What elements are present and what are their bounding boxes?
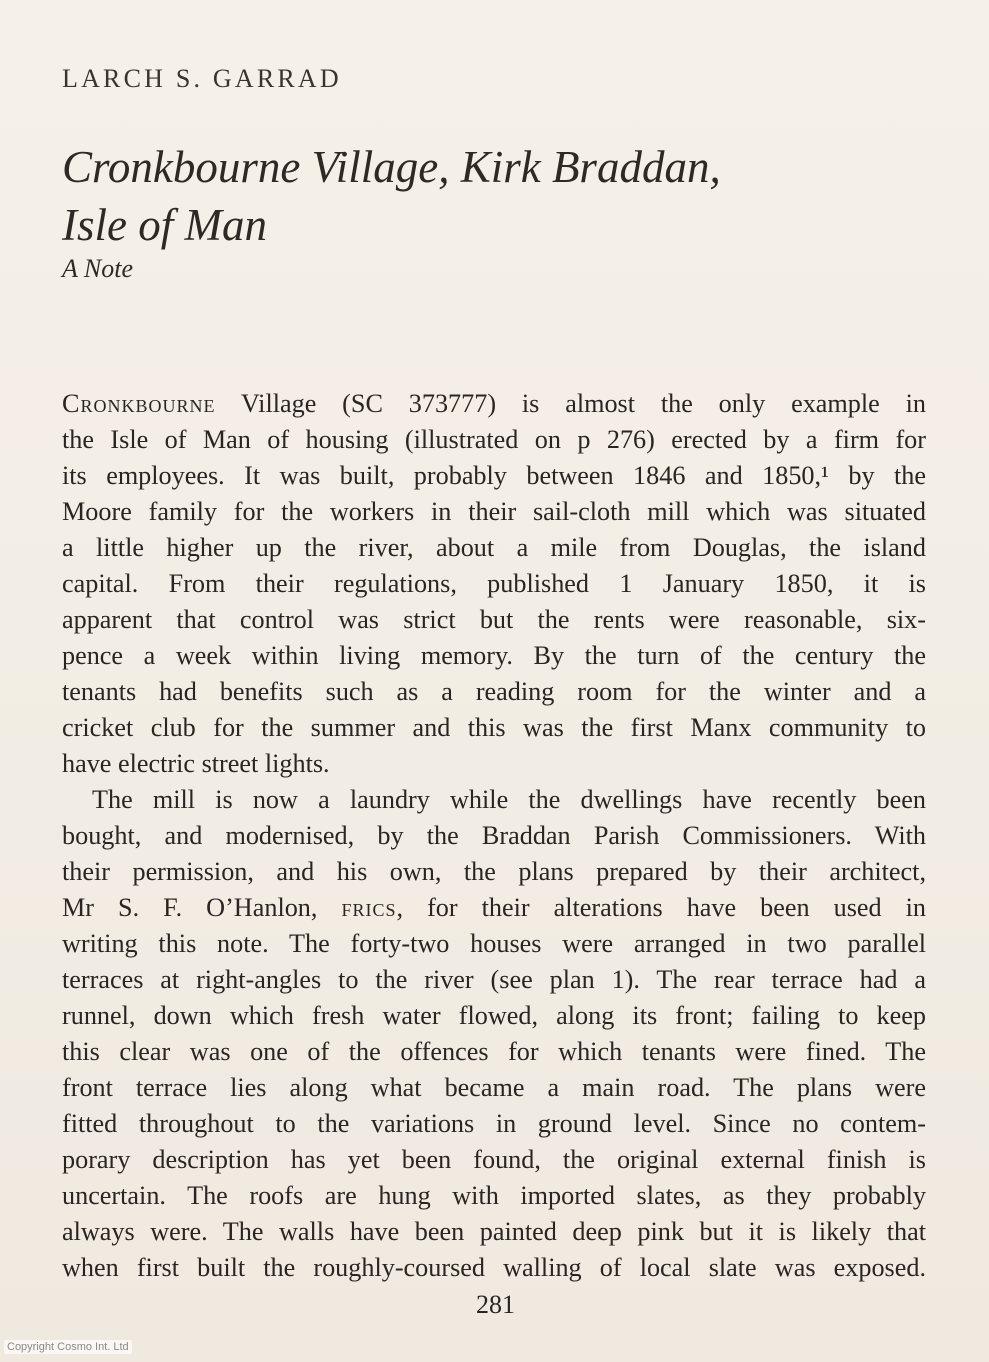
body-line: cricket club for the summer and this was the first Manx community to [62,713,926,742]
page-number: 281 [476,1290,515,1319]
body-line: the Isle of Man of housing (illustrated on p 276) erected by a firm for [62,425,926,454]
body-line: capital. From their regulations, published 1 January 1850, it is [62,569,926,598]
body-line: writing this note. The forty-two houses were arranged in two parallel [62,929,926,958]
title-line-2: Isle of Man [62,200,267,250]
body-line: front terrace lies along what became a main road. The plans were [62,1073,926,1102]
body-line: tenants had benefits such as a reading room for the winter and a [62,677,926,706]
body-line: its employees. It was built, probably between 1846 and 1850,¹ by the [62,461,926,490]
body-line: terraces at right-angles to the river (see plan 1). The rear terrace had a [62,965,926,994]
article-body [62,386,926,1286]
body-line: Mr S. F. O’Hanlon, frics, for their alterations have been used in [62,893,926,922]
body-line: The mill is now a laundry while the dwellings have recently been [92,785,926,814]
body-line: apparent that control was strict but the rents were reasonable, six- [62,605,926,634]
article-subtitle: A Note [62,254,134,283]
body-line: bought, and modernised, by the Braddan Parish Commissioners. With [62,821,926,850]
lead-word-small-caps: Cronkbourne [62,389,216,418]
article-title [62,138,922,254]
body-line: Cronkbourne Village (SC 373777) is almost the only example in [62,389,926,418]
body-line: their permission, and his own, the plans prepared by their architect, [62,857,926,886]
body-line: always were. The walls have been painted deep pink but it is likely that [62,1217,926,1246]
body-line: uncertain. The roofs are hung with imported slates, as they probably [62,1181,926,1210]
author-name: LARCH S. GARRAD [62,64,342,93]
title-line-1: Cronkbourne Village, Kirk Braddan, [62,142,721,192]
body-line: pence a week within living memory. By the turn of the century the [62,641,926,670]
body-line: Moore family for the workers in their sail-cloth mill which was situated [62,497,926,526]
body-line: a little higher up the river, about a mile from Douglas, the island [62,533,926,562]
body-line: runnel, down which fresh water flowed, along its front; failing to keep [62,1001,926,1030]
abbreviation-small-caps: frics [341,893,397,922]
body-line: fitted throughout to the variations in ground level. Since no contem- [62,1109,926,1138]
body-line: have electric street lights. [62,749,330,778]
body-line: this clear was one of the offences for which tenants were fined. The [62,1037,926,1066]
body-line: porary description has yet been found, the original external finish is [62,1145,926,1174]
copyright-watermark: Copyright Cosmo Int. Ltd [4,1340,132,1354]
body-line: when first built the roughly-coursed walling of local slate was exposed. [62,1253,926,1282]
